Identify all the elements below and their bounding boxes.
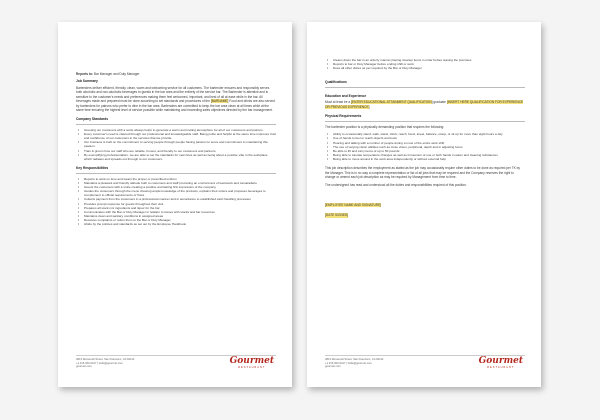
page-2-content: [325, 58, 525, 218]
gourmet-logo: [479, 357, 523, 369]
list-item: • Every customer's need is catered through our professional and knowledgeable staff. Being polite and helpful at the same time improves trust and confidence of our customers in the services that we provide.: [76, 132, 276, 140]
list-item: • Abide by the policies and standards as set out by the Employee Handbook: [76, 222, 276, 226]
brand-tagline: RESTAURANT: [487, 366, 515, 369]
footer-address: [76, 358, 134, 369]
education-placeholder: [ENTER EDUCATIONAL ATTAINMENT QUALIFICATION]: [351, 100, 433, 105]
brand-name: Gourmet: [229, 356, 274, 366]
list-item: • Guides the customers through the menu showing ample knowledge of the products, explains their orders and proposes beverages to complement to official requirements or flows: [76, 189, 276, 197]
footer-address: [325, 358, 383, 369]
job-summary-text-pre: Bartenders deliver efficient, friendly, clean, warm and welcoming service for all customers. The bartender ensures and responsibly serves both alcoholic and non-alcoholic beverages to guests in the bar area and the entirety of the service bar. The Bartender is attentive and is sensitive to the customer's needs and preferences making them feel welcomed, important, and best of all at ease while in the bar. All beverages made and prepared must be done according to set standards and procedures of the: [76, 85, 270, 104]
reports-to-label: Reports to:: [76, 72, 93, 76]
list-item: • By exemplifying professionalism, we are able to set the standards for new hires as well as being about a positive vibe in the workplace which radiates and spreads out through to our customers.: [76, 153, 276, 161]
gourmet-logo: [230, 357, 274, 369]
list-item: • Cleans down the bar in an orderly manner placing cleanup items in order before leaving the premises: [325, 58, 525, 62]
brand-name: Gourmet: [478, 356, 523, 366]
job-summary-text: [76, 86, 276, 112]
list-item: • Provides prompt response for guests throughout their visit: [76, 202, 276, 206]
section-divider: [325, 121, 525, 122]
list-item: • Greeting our customers with a smile always helps to generate a warm and inviting atmosphere for all of our customers and patrons.: [76, 128, 276, 132]
list-item: • Hearing and talking with a number of people during a most of the entire work shift: [325, 141, 525, 145]
list-item: • Ability to occasionally stand, walk, stand, climb, reach, bend, kneel, balance, stoop, or sit up for more than eight hours a day: [325, 132, 525, 136]
disclaimer-paragraph: This job description describes the employment as stated as the job may occasionally require other duties to be done as required per TK by the Manager. This is in no way a complete representation or list of all jobs that may be required and the Company reserves the right to change or amend each job description as may be required by Management from time to time.: [325, 166, 521, 180]
reports-to-value: Bar Manager and Duty Manager: [93, 72, 140, 76]
bar-name-placeholder: [BARNAME]: [210, 99, 229, 104]
list-item: • Communicates with the Bar or Duty Manager in relation to issues with stocks and bar resources: [76, 210, 276, 214]
qualifications-heading: Qualifications: [325, 80, 347, 85]
list-item: • Use of hands to feel or reach objects and tools: [325, 136, 525, 140]
list-item: • Collects payment from the customers in a professional manner and in accordance to established cash handling processes: [76, 197, 276, 201]
list-item: • Greets the customers with a smile creating a positive and lasting first impression of the company: [76, 185, 276, 189]
phone-email-line: +1 415-000-0127 | hello@gourmet.com: [76, 361, 123, 365]
page-1-footer: [76, 355, 276, 369]
job-summary-heading: Job Summary: [76, 79, 98, 84]
company-standards-heading: Company Standards: [76, 117, 109, 122]
key-responsibilities-list: [76, 177, 276, 227]
physical-requirements-heading: Physical Requirements: [325, 114, 362, 119]
document-page-1: [58, 22, 292, 387]
date-line: [325, 213, 525, 217]
list-item: • Does all other duties as per required by the Bar or Duty Manager: [325, 66, 525, 70]
page-2-footer: [325, 355, 525, 369]
physical-requirements-list: [325, 132, 525, 161]
list-item: • Maintains clean and sanitary conditions in assigned areas: [76, 214, 276, 218]
list-item: • Reports to work on time and wears the proper or prescribed uniform: [76, 177, 276, 181]
list-item: • Being able to move around in the work area independently or without external help: [325, 157, 525, 161]
continued-responsibilities-list: [325, 58, 525, 70]
page-1-content: [76, 72, 276, 226]
list-item: • Our business is built on the commitment to serving people through people having passion to serve and commitment to maintaining this passion.: [76, 140, 276, 148]
list-item: • Train & groom how our staff who are reliable, honest, and friendly to our customers and partners.: [76, 149, 276, 153]
education-text: [325, 100, 525, 109]
list-item: • Reports to bar or Duty Manager before ending shift or work: [325, 62, 525, 66]
education-text-mid: graduate: [433, 100, 446, 105]
brand-tagline: RESTAURANT: [238, 366, 266, 369]
website-line: gourmet.com: [325, 365, 341, 368]
education-heading: Education and Experience: [325, 93, 367, 98]
website-line: gourmet.com: [76, 365, 92, 368]
date-signed-placeholder: [DATE SIGNED]: [325, 213, 349, 218]
document-page-2: [307, 22, 541, 387]
list-item: • The use of varying vision abilities such as close vision, peripheral, depth and in adjusting focus: [325, 145, 525, 149]
address-line: 4813 Roosevelt Street, San Francisco, CA 94114: [325, 358, 384, 361]
phone-email-line: +1 415-000-0127 | hello@gourmet.com: [325, 361, 372, 365]
section-divider: [76, 173, 276, 174]
key-responsibilities-heading: Key Responsibilities: [76, 166, 109, 171]
job-summary-text-post: Food and drinks are also served by bartenders for patrons who prefer to dine in the bar area. Bartenders are committed to keep the bar area clean at all times while at the same time ensuring the highest level of service possible while maintaining and exceeding sales objectives directed by the bar management.: [76, 99, 275, 112]
list-item: • Prepares all stock mix ingredients and liquor for the bar: [76, 206, 276, 210]
list-item: • Be able to lift and carry items of up to 50 pounds: [325, 149, 525, 153]
section-divider: [325, 87, 525, 88]
list-item: • Being able to tolerate temperature changes as well as immersion of one or both hands in water and cleaning substances: [325, 153, 525, 157]
company-standards-list: [76, 128, 276, 161]
section-divider: [76, 124, 276, 125]
acknowledgement-paragraph: The undersigned has read and understood all the duties and responsibilities required of this position.: [325, 182, 467, 187]
education-text-pre: Must at least be a: [325, 100, 351, 105]
experience-placeholder: [INSERT HERE QUALIFICATION FOR EXPERIENCE OR PREVIOUS EXPERIENCE]: [325, 100, 524, 109]
physical-intro: The bartender position is a physically demanding position that requires the following:: [325, 124, 445, 129]
list-item: • Resolves complaints or refers them to the Bar or Duty Manager: [76, 218, 276, 222]
employee-signature-placeholder: [EMPLOYEE NAME AND SIGNATURE]: [325, 202, 382, 207]
list-item: • Maintains a pleasant and friendly attitude both to customers and staff promoting an environment of teamwork and camaraderie: [76, 181, 276, 185]
address-line: 4813 Roosevelt Street, San Francisco, CA 94114: [76, 358, 135, 361]
